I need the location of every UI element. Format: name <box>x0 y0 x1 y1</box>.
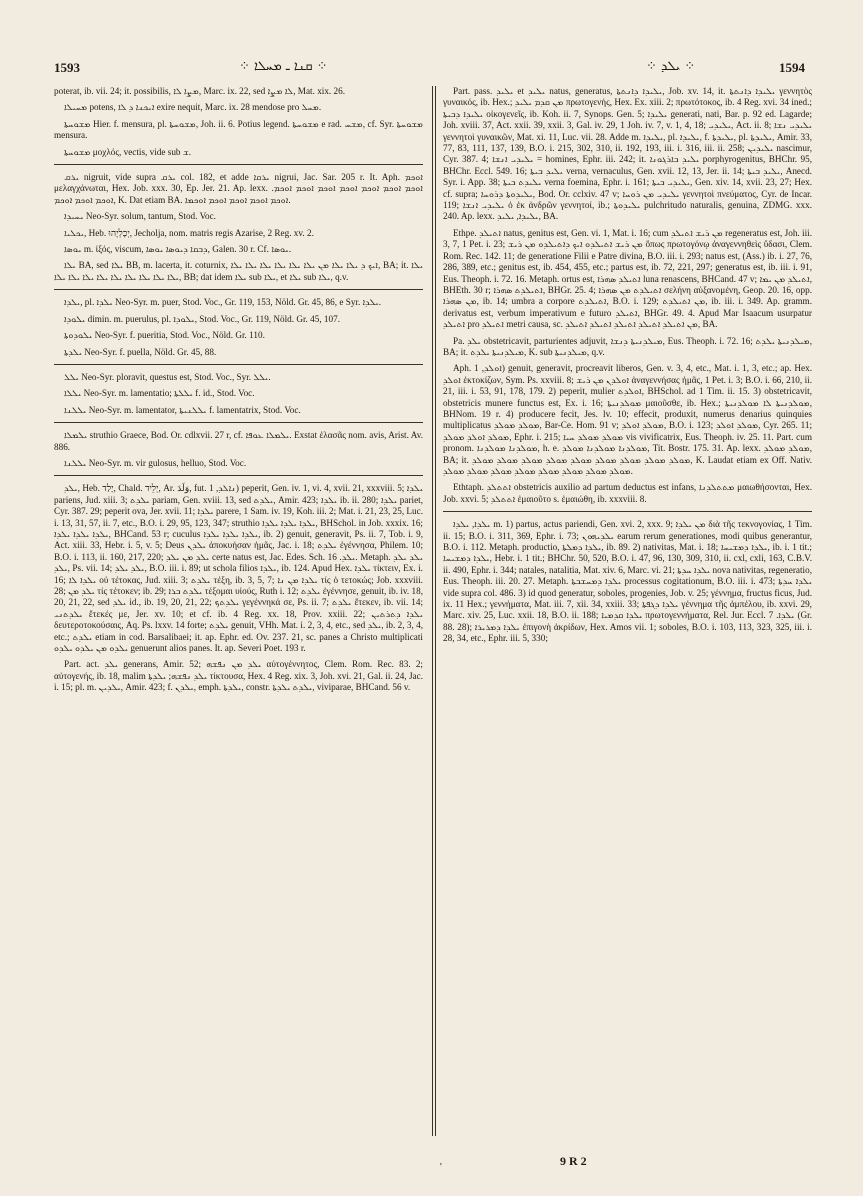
dictionary-entry: Pa. ܝܠܕ obstetricavit, parturientes adjuvit, ܡܝܠܕܢܝܬܐ ܕܢܫܐ, Eus. Theoph. i. 72. 16; ܡܝܠܕܢܝܬܐ ܝܠܕܬ, BA; it. ܡܝܠܕܢܝܬܐ ܝܠܕܬ, K. sub ܡܝܠܕܢܝܬܐ, q.v. <box>443 335 812 357</box>
column-divider <box>432 86 433 1136</box>
dictionary-entry: ܝܘܣܐ m. ἰξός, viscum, ܕܒܩܐ ܕܝܘܣܐ ܝܘܣܐ, Galen. 30 r. Cf. ܝܘܣܐ. <box>64 244 292 255</box>
dictionary-entry: ܝܠܕ, Heb. יָלַד, Chald. יְלֵיד, Ar. وَلَدَ, fut. ܢܐܠܕ, 1) peperit, Gen. iv. 1, vi. 4, xvii. 21, xxxviii. 5; ܝܠܕܐ pariens, Jud. xiii. 3; ܝܠܕܬ pariam, Gen. xviii. 13, sed ܝܠܕܬ, Amir. 423; ܝܠܕܐ ib. ii. 280; ܝܠܕܐ pariet, Cyr. 387. 29; peperit ova, Jer. xvii. 11; ܝܠܕܐ parere, 1 Sam. iv. 19, Koh. iii. 2; Mat. i. 21, 23, 25, Luc. i. 13, 31, 57, ii. 7, etc., B.O. i. 29, 95, 123, 347; struthio ܝܠܕܐ ܝܠܕܐ ܝܠܕܐ, BHSchol. in Job. xxxix. 16; ܝܠܕܐ ܝܠܕܐ ܝܠܕܐ, BHCand. 53 r; cuculus ܝܠܕܐ ܝܠܕܐ ܝܠܕܐ, ib. 2) genuit, generavit, Ps. ii. 7, Tob. i. 9, Act. xiii. 33, Hebr. i. 5, v. 5; Deus ܝܠܕܢ ἀποκυήσαν ἡμᾶς, Jac. i. 18; ܝܠܕܬ ἐγέννησα, Philem. 10; B.O. i. 113, ii. 160, 217, 220; ܝܠܕ ܡܢ ܝܠܕ certe natus est, Jac. Edes. Sch. ܝܠܕ. 16. Metaph. ܝܠܕ ܝܠܕ ܝܠܕ, Ps. vii. 14; ܝܠܕ ܝܠܕ, B.O. iii. i. 89; ut schola filios ܝܠܕܐ, ib. 124. Apud Hex. ܝܠܕܐ τίκτειν, Ex. i. 16; ܝܠܕܐ ܠܐ οὐ τέτοκας, Jud. xiii. 3; ܝܠܕܬ τέξη, ib. 3, 5, 7; ܝܠܕܐ ܡܢ ܢܐ τίς ὁ τετοκώς; Job. xxxviii. 28; ܝܠܕ ܡܢ τίς τέτοκεν; ib. 29; ܝܠܕܬ ܒܪܐ τέξομαι υἱούς, Ruth i. 12; ܝܠܕܬ ἐγέννησε, genuit, ib. iv. 18, 20, 21, 22, sed ܝܠܕ id., ib. 19, 20, 21, 22; ܝܠܕܬܟ γεγέννηκά σε, Ps. ii. 7; ܝܠܕܬ ἔτεκεν, ib. vii. 14; ܝܠܕܬܢܝ ἔτεκές με, Jer. xv. 10; et cf. ib. 4 Reg. xx. 18, Prov. xxiii. 22; ܝܠܕܐ ܕܬܪܬܝܢ δευτεροτοκούσαις, Aq. Ps. lxxv. 14 forte; ܝܠܕܬ genuit, VHh. Mat. i. 2, 3, 4, etc., sed ܝܠܕ, ib. 2, 3, 4, etc.; ܝܠܕܬ etiam in cod. Barsalibaei; it. ap. Ephr. ed. Ov. 237. 21, sc. panes a Christo multiplicati ܝܠܕܘ ܡܢ ܝܠܕܘ ܝܠܕܘ genuerunt alios panes. It. ap. Severi Poet. 193 r. <box>54 483 423 654</box>
dictionary-entry: Part. act. ܝܠܕ generans, Amir. 52; ܝܠܕ ܡܢ ܢܦܫܗ αὐτογέννητος, Clem. Rom. Rec. 83. 2; αὐτογενής, ib. 18, malim ܝܠܕ ܢܦܫܗ; ܝܠܕܬܐ τίκτουσα, Hex. 4 Reg. xix. 3, Joh. xvi. 21, Gal. ii. 24, Jac. i. 15; pl. m. ܝܠܕܝܢ, Amir. 423; f. ܝܠܕܢ, emph. ܝܠܕܬܐ, constr. ܝܠܕܬ ܝܠܕܬܐ, viviparae, BHCand. 56 v. <box>54 659 423 693</box>
dictionary-entry: ܝܠܠ Neo-Syr. ploravit, questus est, Stod. Voc., Syr. ܝܠܠ. <box>64 371 271 382</box>
dictionary-entry: ܝܠܠܢܐ Neo-Syr. m. lamentator, ܝܠܠܢܝܬܐ f. lamentatrix, Stod. Voc. <box>64 404 301 415</box>
dictionary-entry: ܡܫܘܚܬܐ Hier. f. mensura, pl. ܡܫܘܚܬܐ, Joh. ii. 6. Potius legend. ܡܫܘܚܬܐ e rad. ܡܫܚ, cf. Syr. ܡܫܘܚܬܐ mensura. <box>54 118 423 141</box>
dictionary-entry: Ethtaph. ܐܬܬܠܕ obstetricis auxilio ad partum deductus est infans, ܡܬܬܠܕܢܐ μαιωθήσονται, Hex. Job. xxvi. 5; ܐܬܬܠܕ ἐμαιοῦτο s. ἐμαιώθη, ib. xxxviii. 8. <box>443 482 812 504</box>
dictionary-entry: ܝܠܕܐ, ܝܠܕܐ m. 1) partus, actus pariendi, Gen. xvi. 2, xxx. 9; ܡܢ ܝܠܕܐ διὰ τῆς τεκνογονίας, 1 Tim. ii. 15; B.O. i. 311, 369, Ephr. i. 73; ܝܠܕܝܗܘܢ earum rerum generationes, modi quibus generantur, B.O. i. 112. Metaph. productio, ܝܠܕܐ ܕܡܠܬܐ, ib. 89. 2) nativitas, Mat. i. 18; ܝܠܕܐ ܕܡܫܝܚܐ, ib. i. 1 tit.; ܝܠܕܐ ܕܡܫܝܚܐ, Hebr. i. 1 tit.; BHChr. 50, 520, B.O. i. 47, 96, 130, 309, 310, ii. cxl, cxli, 163, C.B.V. ii. 490, Ephr. i. 344; natales, natalitia, Mat. xiv. 6, Marc. vi. 21; ܝܠܕܐ ܚܕܬܐ nova nativitas, regeneratio, Eus. Theoph. iii. 20. 27. Metaph. ܝܠܕܐ ܕܡܚܫܒܬܐ processus cogitationum, B.O. iii. i. 473; ܝܠܕܐ ܚܕܬܐ vide supra col. 486. 3) id quod generatur, soboles, progenies, Job. v. 25; γέννημα, fructus ficus, Jud. ix. 11 Hex.; γεννήματα, Mat. iii. 7, xii. 34, xxiii. 33; ܝܠܕܐ ܕܓܦܬܐ γέννημα τῆς ἀμπέλου, ib. xxvi. 29, Marc. xiv. 25, Luc. xxii. 18, B.O. ii. 188; ܝܠܕܐ ܩܕܡܝܐ πρωτογεννήματα, Rel. Jur. Eccl. ܝܠܕܐ. 7 (Gr. 88. 28); ܝܠܕܐ ܕܡܪܝܪܐ ἐπιγονὴ ἀκρίδων, Hex. Amos vii. 1; soboles, B.O. i. 103, 113, 323, 325, iii. i. 28, 34, etc., Ephr. iii. 5, 330; <box>443 519 812 644</box>
dictionary-entry: ܝܠܘܕܘܬܐ Neo-Syr. f. pueritia, Stod. Voc., Nöld. Gr. 110. <box>64 330 265 341</box>
dictionary-entry: poterat, ib. vii. 24; it. possibilis, ܡܨܐ ܠܐ, Marc. ix. 22, sed ܠܐ ܡܨܐ, Mat. xix. 26. <box>54 86 346 96</box>
dictionary-columns <box>54 86 812 1146</box>
entry-separator <box>54 164 423 165</box>
dictionary-entry: ܝܚܝܕܐ Neo-Syr. solum, tantum, Stod. Voc. <box>64 211 216 222</box>
dictionary-entry: Part. pass. ܝܠܝܕ et ܝܠܝܕ natus, generatus, ܝܠܝܕܐ ܕܐܢܬܬܐ, Job. xv. 14, it. ܝܠܝܕܐ ܕܐܢܬܬܐ γεννητὸς γυναικός, ib. Hex.; ܡܢ ܩܕܡ ܝܠܝܕ πρωτογενής, Hex. Ex. xiii. 2; πρωτότοκος, ib. 4 Reg. xvi. 34 ined.; ܝܠܝܕܐ ܕܒܝܬܐ οἰκογενεῖς, ib. Koh. ii. 7, Synops. Gen. 5; ܝܠܝܕܐ generati, nati, Bar. p. 92 ed. Lagarde; Joh. xviii. 37, Act. xxii. 39, xxii. 3, Gal. iv. 29, 1 Joh. iv. 7, v. 1, 4, 18; ܝܠܝܕܝ, Act. ii. 8; ܝܠܝܕܝ ܢܫܐ γεννητοὶ γυναικῶν, Mat. xi. 11, Luc. vii. 28. Adde m. ܝܠܝܕܐ, pl. ܝܠܝܕܐ, f. ܝܠܝܕܬܐ, pl. ܝܠܝܕܬܐ, Amir. 33, 77, 83, 111, 137, 139, B.O. i. 215, 302, 310, ii. 192, 193, iii. i. 316, iii. ii. 258; ܝܠܝܕܝܢ nascimur, Cyr. 387. 4; ܝܠܝܕܝ ܐܢܫܐ = homines, Ephr. iii. 242; it. ܝܠܝܕ ܒܐܪܓܘܢܐ porphyrogenitus, BHChr. 95, BHChr. Eccl. 549. 16; ܝܠܝܕ ܒܝܬܐ verna, vernaculus, Gen. xvii. 12, 13, Jer. ii. 14; ܝܠܝܕ ܒܝܬܐ, Anecd. Syr. i. App. 38; ܝܠܝܕܬ ܒܝܬܐ verna foemina, Ephr. i. 161; ܝܠܝܕܝ ܒܝܬܐ, Gen. xiv. 14, xvii. 23, 27; Hex. cf. supra; ܝܠܝܕܘܬܐ ܕܪܘܚܐ, Bod. Or. cclxiv. 47 v; ܝܠܝܕܝ ܡܢ ܪܘܚܐ γεννητοὶ πνεύματος, Cyr. de Incar. 119; ܝܠܝܕܝ ܐܢܫܐ ὁ ἐκ ἀνδρῶν γεννητοί, ib.; ܝܠܝܕܘܬܐ pulchritudo naturalis, genuina, ZDMG. xxx. 240. Ap. lexx. ܝܠܝܕܐ, ܝܠܝܕ, BA. <box>443 86 812 222</box>
left-column <box>54 86 423 1146</box>
left-page-number: 1593 <box>54 60 80 75</box>
entry-separator <box>54 364 423 365</box>
right-column <box>443 86 812 1146</box>
dictionary-entry: ܝܠܠܢܐ Neo-Syr. m. vir gulosus, helluo, Stod. Voc. <box>64 457 247 468</box>
signature-mark: 9 R 2 <box>560 1154 587 1168</box>
entry-separator <box>443 511 812 512</box>
dictionary-entry: ܝܟܠܝܐ, Heb. יְכָלְיָהוּ, Jecholja, nom. matris regis Azarise, 2 Reg. xv. 2. <box>64 227 314 238</box>
dictionary-entry: ܝܠܕܬܐ Neo-Syr. f. puella, Nöld. Gr. 45, 88. <box>64 346 217 357</box>
entry-separator <box>54 475 423 476</box>
entry-separator <box>54 289 423 290</box>
dictionary-entry: ܝܠܘܕܐ dimin. m. puerulus, pl. ܝܠܘܕܐ, Stod. Voc., Gr. 119, Nöld. Gr. 45, 107. <box>64 313 341 324</box>
dictionary-entry: ܡܫܘܚܬܐ μοχλός, vectis, vide sub ܫ. <box>64 146 192 157</box>
dictionary-entry: Ethpe. ܐܬܝܠܕ natus, genitus est, Gen. vi. 1, Mat. i. 16; cum ܡܢ ܪܝܫ ܐܬܝܠܕ regeneratus est, Joh. iii. 3, 7, 1 Pet. i. 23; ܡܢ ܪܝܫ ܐܬܝܠܕܘ ܐܝܟ ܕܐܬܝܠܕܘ ܡܢ ܪܝܫ ὅπως πρωτογόνῳ ἀναγεννηθεὶς ὕδασι, Clem. Rom. Rec. 142. 11; de generatione Filii e Patre divina, B.O. iii. i. 293; natus est, (Ass.) ib. i. 27, 76, 286, 389, etc.; genitus est, ib. 454, 455, etc.; partus est, ib. 72, 221, 297; generatus est, ib. iii. i. 91, Eus. Theoph. i. 72. 16. Metaph. ortus est, ܐܬܝܠܕ ܣܗܪܐ luna renascens, BHCand. 47 v; ܐܬܝܠܕ ܡܢ ܝܡܐ, BHEth. 30 r; ܐܬܝܠܕܬ ܣܗܪܐ, BHGr. 25. 4; ܐܬܝܠܕܬ ܡܢ ܣܗܪܐ σελήνη αὐξανομένη, Geop. 20. 16, opp. ܡܢ ܣܗܪܐ, ib. 14; umbra a corpore ܐܬܝܠܕܬ, B.O. i. 129; ܡܢ ܐܬܝܠܕܬ, ib. iii. i. 349. Ap. gramm. derivatus est, verbum imperativum e futuro ܐܬܝܠܕ, BHGr. 49. 4. Apud Mar Isaacum usurpatur ܐܬܝܠܕ pro ܐܬܝܠܕ metri causa, sc. ܡܢ ܐܬܝܠܕ ܐܬܝܠܕ ܐܬܝܠܕ ܐܬܝܠܕ ܐܬܝܠܕ, BA. <box>443 227 812 330</box>
dictionary-entry: ܝܠܠܐ Neo-Syr. m. lamentatio; ܝܠܠܬܐ f. id., Stod. Voc. <box>64 388 255 399</box>
dictionary-entry: ܝܠܡܠܐ struthio Graece, Bod. Or. cdlxvii. 27 r, cf. ܝܠܡܠܐ ܥܘܦܐ. Exstat ἐλασᾶς nom. avis, Arist. Av. 886. <box>54 430 423 452</box>
left-running-head: ⁘ ܩܢܐ ـ ܡܚܠܐ ⁘ <box>239 59 328 74</box>
footer-mark: ' <box>440 1162 442 1173</box>
right-page-number: 1594 <box>779 60 805 75</box>
dictionary-entry: ܝܠܕܐ, pl. ܝܠܕܐ Neo-Syr. m. puer, Stod. Voc., Gr. 119, 153, Nöld. Gr. 45, 86, e Syr. ܝܠܕܐ. <box>64 297 382 308</box>
dictionary-entry: Aph. ܐܘܠܕ, 1) genuit, generavit, procreavit liberos, Gen. v. 3, 4, etc., Mat. i. 1, 3, etc.; ap. Hex. ܐܘܠܕ ἐκτοκίζων, Sym. Ps. xxviii. 8; ܐܘܠܕܢ ܡܢ ܪܝܫ ἀναγεννήσας ἡμᾶς, 1 Pet. i. 3; B.O. i. 66, 210, ii. 21, iii. i. 53, 91, 178, 179. 2) peperit, mulier ܐܘܠܕܬ, BHSchol. ad 1 Tim. ii. 15. 3) obstetricavit, obstetricis munere functus est, Ex. i. 16; ܡܘܠܕܢܝܬܐ μαιοῦσθε, ib. Hex.; ܡܘܠܕܢܝܬܐ ܠܐ ܡܘܠܕܢܝܬܐ, BHNom. 19 r. 4) producere fecit, Jes. lv. 10; effecit, produxit, numerus denarius quinquies multiplicatus ܡܘܠܕ ܡܘܠܕ, Bar-Ce. Hom. 91 v; ܡܘܠܕ ܐܘܠܕ, B.O. i. 123; ܡܘܠܕ ܐܘܠܕ, Cyr. 265. 11; ܡܘܠܕ ܐܘܠܕ ܡܘܠܕ, Ephr. i. 215; ܡܘܠܕ ܡܘܠܕ ܚܝܐ vis vivificatrix, Eus. Theoph. iv. 25. 11. Part. cum pronom. ܡܘܠܕܢܐ ܡܘܠܕܢܐ, h. e. ܡܘܠܕܢܐ ܡܘܠܕܢܐ ܡܘܠܕ, Tit. Bostr. 175. 31. Ap. lexx. ܡܘܠܕ ܡܘܠܕ, BA; it. ܡܘܠܕ ܡܘܠܕ ܡܘܠܕ ܡܘܠܕ ܡܘܠܕ ܡܘܠܕ ܡܘܠܕ ܡܘܠܕ ܡܘܠܕ, K. Laudat etiam ex Off. Nativ. ܡܘܠܕ ܡܘܠܕ ܡܘܠܕ ܡܘܠܕ ܡܘܠܕ ܡܘܠܕ ܡܘܠܕ ܡܘܠܕ. <box>443 363 812 476</box>
dictionary-entry: ܡܚܝܠܐ potens, ܐܝܟܢܐ ܕ ܠܐ exire nequit, Marc. ix. 28 mendose pro ܡܚܠ. <box>64 102 322 113</box>
page-header <box>54 56 805 78</box>
dictionary-entry: ܝܪܩ nigruit, vide supra ܝܪܩ col. 182, et adde ܝܪܩܐ nigrui, Jac. Sar. 205 r. It. Aph. ܐܘܟܡ μελαγχάνωται, Hex. Job. xxx. 30, Ep. Jer. 21. Ap. lexx. ܐܘܟܡ ܐܘܟܡ ܐܘܟܡ ܐܘܟܡ ܐܘܟܡ ܐܘܟܡ ܐܘܟܡ. ܐܘܟܡ ܐܘܟܡ ܐܘܟܡ, K. Dat etiam BA. ܐܘܟܡ ܐܘܟܡ ܐܘܟܡ ܐܘܟܡ ܐܘܟܡܐ. <box>54 172 423 205</box>
right-running-head: ⁘ ܝܠܕ ⁘ <box>646 59 696 74</box>
entry-separator <box>54 422 423 423</box>
dictionary-entry: ܝܠܐ BA, sed ܝܠܐ BB, m. lacerta, it. coturnix, ܐܝܟ ܕ ܝܠܐ ܝܠܐ ܡܢ ܝܠܐ ܝܠܐ ܝܠܐ ܝܠܐ ܝܠܐ ܝܠܐ, BA; it. ܝܠܐ ܝܠܐ ܝܠܐ ܝܠܐ ܝܠܐ ܝܠܐ ܝܠܐ ܝܠܐ ܝܠܐ ܝܠܐ, BB; dat idem ܝܠܐ sub ܝܠܐ, et ܝܠܐ sub ܝܠܐ, q.v. <box>54 260 423 282</box>
